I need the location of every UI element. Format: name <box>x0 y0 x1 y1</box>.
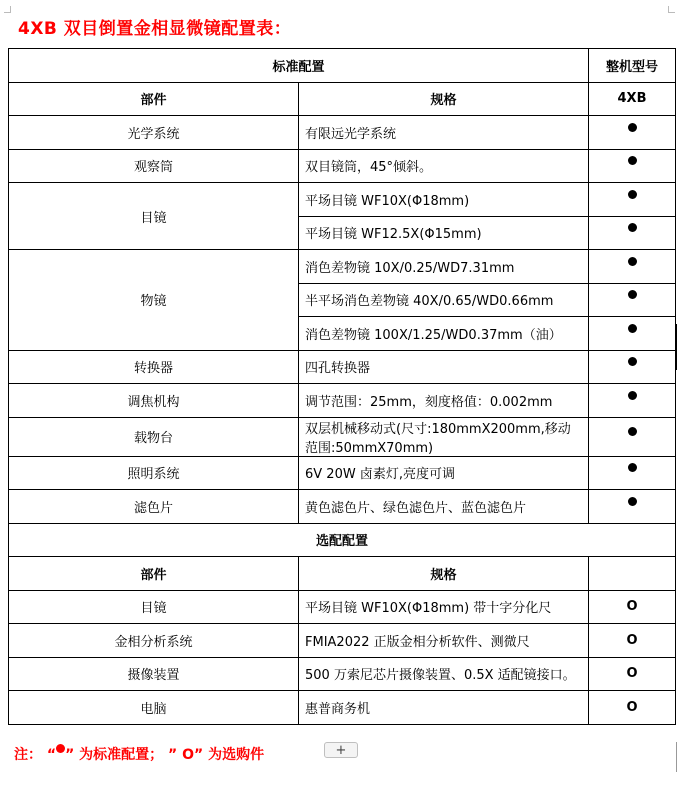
footnote <box>14 744 264 764</box>
standard-mark-cell <box>589 183 676 217</box>
table-row <box>9 116 676 150</box>
part-cell: 目镜 <box>9 590 299 624</box>
footnote-suffix: ” 为选购件 <box>194 747 265 763</box>
footnote-prefix: 注： “ <box>14 747 57 763</box>
table-row <box>9 350 676 384</box>
spec-cell: 双目镜筒，45°倾斜。 <box>299 149 589 183</box>
page-corner-mark <box>4 6 11 13</box>
optional-mark-cell: O <box>589 691 676 725</box>
table-row <box>9 624 676 658</box>
part-cell: 照明系统 <box>9 456 299 490</box>
spec-cell: 平场目镜 WF10X(Φ18mm) 带十字分化尺 <box>299 590 589 624</box>
spec-cell: 惠普商务机 <box>299 691 589 725</box>
part-cell: 转换器 <box>9 350 299 384</box>
standard-mark-cell <box>589 283 676 317</box>
filled-dot-icon <box>628 427 637 436</box>
optional-config-header: 选配配置 <box>9 523 676 557</box>
document-title: 4XB 双目倒置金相显微镜配置表： <box>18 19 292 39</box>
spec-cell: 双层机械移动式(尺寸:180mmX200mm,移动范围:50mmX70mm) <box>299 417 589 456</box>
standard-mark-cell <box>589 490 676 524</box>
standard-config-header: 标准配置 <box>9 49 589 83</box>
filled-dot-icon <box>628 497 637 506</box>
standard-mark-cell <box>589 456 676 490</box>
filled-dot-icon <box>628 391 637 400</box>
spec-cell: 黄色滤色片、绿色滤色片、蓝色滤色片 <box>299 490 589 524</box>
standard-mark-cell <box>589 216 676 250</box>
part-cell: 物镜 <box>9 250 299 351</box>
part-cell: 载物台 <box>9 417 299 456</box>
filled-dot-icon <box>628 257 637 266</box>
filled-dot-icon <box>628 156 637 165</box>
table-row <box>9 417 676 456</box>
optional-mark-cell: O <box>589 624 676 658</box>
standard-mark-cell <box>589 350 676 384</box>
margin-marker <box>676 742 677 772</box>
table-row <box>9 384 676 418</box>
column-header-spec: 规格 <box>299 82 589 116</box>
red-dot-icon <box>56 744 65 753</box>
standard-mark-cell <box>589 116 676 150</box>
spec-cell: 半平场消色差物镜 40X/0.65/WD0.66mm <box>299 283 589 317</box>
part-cell: 摄像装置 <box>9 657 299 691</box>
footnote-empty-mark: O <box>182 747 195 763</box>
part-cell: 目镜 <box>9 183 299 250</box>
part-cell: 滤色片 <box>9 490 299 524</box>
part-cell: 电脑 <box>9 691 299 725</box>
filled-dot-icon <box>628 223 637 232</box>
spec-cell: 四孔转换器 <box>299 350 589 384</box>
optional-mark-cell: O <box>589 590 676 624</box>
footnote-middle: ” 为标准配置； ” <box>65 747 183 763</box>
filled-dot-icon <box>628 190 637 199</box>
model-header: 整机型号 <box>589 49 676 83</box>
standard-mark-cell <box>589 417 676 456</box>
model-name: 4XB <box>589 82 676 116</box>
filled-dot-icon <box>628 123 637 132</box>
filled-dot-icon <box>628 290 637 299</box>
spec-cell: 平场目镜 WF10X(Φ18mm) <box>299 183 589 217</box>
spec-cell: FMIA2022 正版金相分析软件、测微尺 <box>299 624 589 658</box>
column-header-spec: 规格 <box>299 557 589 591</box>
column-header-part: 部件 <box>9 557 299 591</box>
filled-dot-icon <box>628 463 637 472</box>
part-cell: 光学系统 <box>9 116 299 150</box>
standard-mark-cell <box>589 149 676 183</box>
table-row <box>9 149 676 183</box>
spec-cell: 500 万索尼芯片摄像装置、0.5X 适配镜接口。 <box>299 657 589 691</box>
column-header-part: 部件 <box>9 82 299 116</box>
table-row <box>9 183 676 217</box>
standard-mark-cell <box>589 384 676 418</box>
spec-cell: 调节范围：25mm，刻度格值：0.002mm <box>299 384 589 418</box>
spec-cell: 消色差物镜 10X/0.25/WD7.31mm <box>299 250 589 284</box>
optional-mark-cell: O <box>589 657 676 691</box>
table-row <box>9 590 676 624</box>
spec-cell: 有限远光学系统 <box>299 116 589 150</box>
table-row <box>9 456 676 490</box>
empty-header-cell <box>589 557 676 591</box>
part-cell: 观察筒 <box>9 149 299 183</box>
standard-mark-cell <box>589 250 676 284</box>
part-cell: 调焦机构 <box>9 384 299 418</box>
table-row <box>9 691 676 725</box>
add-row-button[interactable]: + <box>324 742 358 758</box>
page-corner-mark <box>668 6 675 13</box>
filled-dot-icon <box>628 324 637 333</box>
part-cell: 金相分析系统 <box>9 624 299 658</box>
table-row <box>9 657 676 691</box>
config-table <box>8 48 676 725</box>
table-row <box>9 250 676 284</box>
spec-cell: 平场目镜 WF12.5X(Φ15mm) <box>299 216 589 250</box>
standard-mark-cell <box>589 317 676 351</box>
spec-cell: 消色差物镜 100X/1.25/WD0.37mm（油） <box>299 317 589 351</box>
spec-cell: 6V 20W 卤素灯,亮度可调 <box>299 456 589 490</box>
filled-dot-icon <box>628 357 637 366</box>
table-row <box>9 490 676 524</box>
margin-marker <box>676 324 677 370</box>
